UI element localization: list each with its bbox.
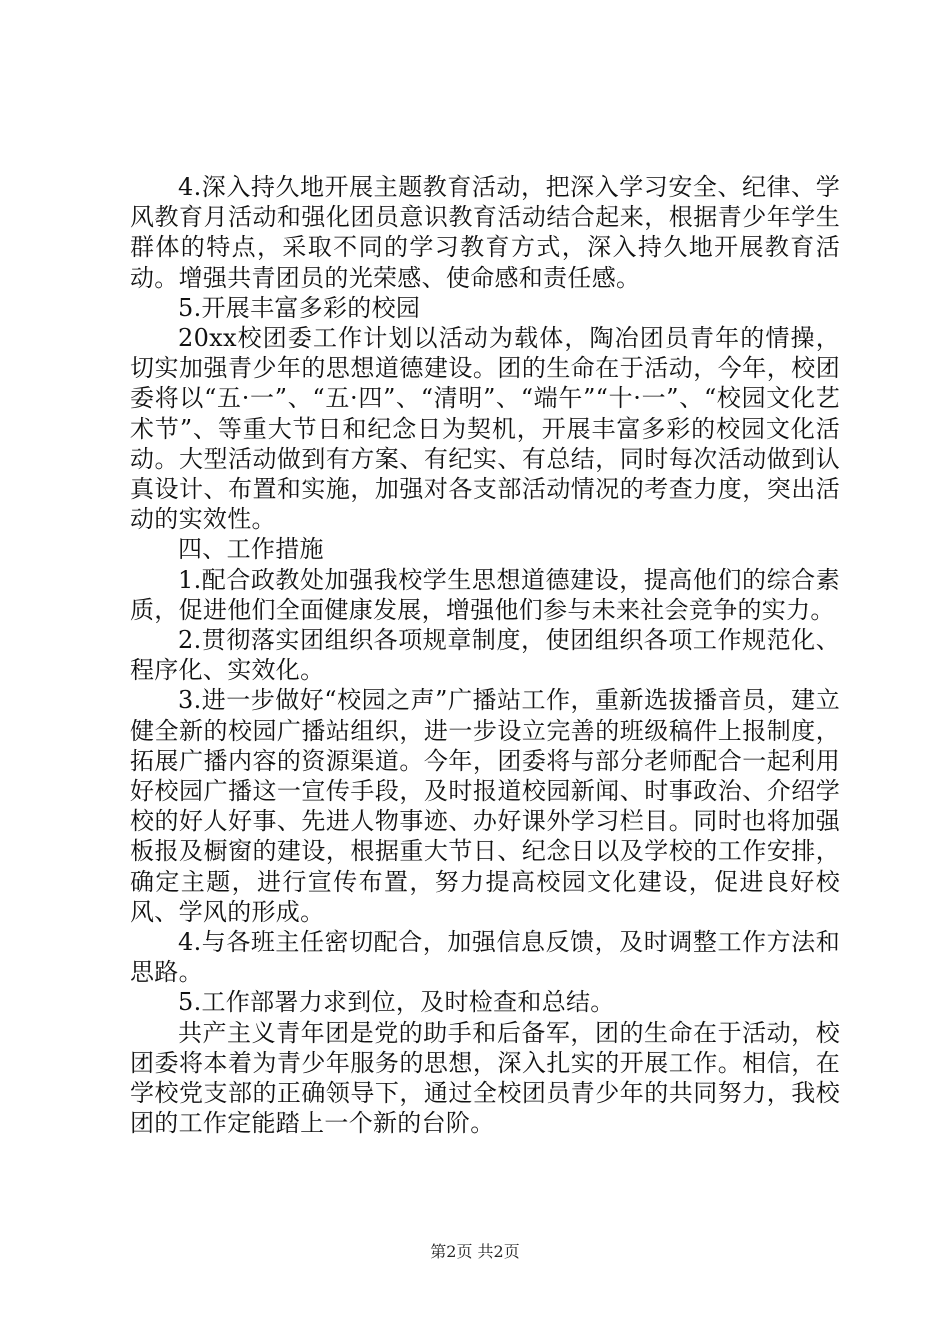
page-number-footer: 第2页 共2页 [430,1242,520,1261]
paragraph-conclusion: 共产主义青年团是党的助手和后备军，团的生命在于活动，校团委将本着为青少年服务的思想，深入扎实的开展工作。相信，在学校党支部的正确领导下，通过全校团员青少年的共同努力，我校团的工作定能踏上一个新的台阶。 [130,1018,840,1138]
document-body [130,172,840,1139]
paragraph-measure-1: 1.配合政教处加强我校学生思想道德建设，提高他们的综合素质，促进他们全面健康发展，增强他们参与未来社会竞争的实力。 [130,565,840,624]
paragraph-measure-3: 3.进一步做好“校园之声”广播站工作，重新选拔播音员，建立健全新的校园广播站组织，进一步设立完善的班级稿件上报制度，拓展广播内容的资源渠道。今年，团委将与部分老师配合一起利用好校园广播这一宣传手段，及时报道校园新闻、时事政治、介绍学校的好人好事、先进人物事迹、办好课外学习栏目。同时也将加强板报及橱窗的建设，根据重大节日、纪念日以及学校的工作安排，确定主题，进行宣传布置，努力提高校园文化建设，促进良好校风、学风的形成。 [130,686,840,926]
paragraph-measure-4: 4.与各班主任密切配合，加强信息反馈，及时调整工作方法和思路。 [130,928,840,987]
paragraph-item-4-theme-education: 4.深入持久地开展主题教育活动，把深入学习安全、纪律、学风教育月活动和强化团员意识教育活动结合起来，根据青少年学生群体的特点，采取不同的学习教育方式，深入持久地开展教育活动。增强共青团员的光荣感、使命感和责任感。 [130,173,840,292]
paragraph-item-5-campus-heading: 5.开展丰富多彩的校园 [178,293,421,322]
paragraph-campus-activities: 20xx校团委工作计划以活动为载体，陶冶团员青年的情操，切实加强青少年的思想道德建设。团的生命在于活动，今年，校团委将以“五·一”、“五·四”、“清明”、“端午”“十·一”、“校园文化艺术节”、等重大节日和纪念日为契机，开展丰富多彩的校园文化活动。大型活动做到有方案、有纪实、有总结，同时每次活动做到认真设计、布置和实施，加强对各支部活动情况的考查力度，突出活动的实效性。 [130,324,840,534]
paragraph-measure-2: 2.贯彻落实团组织各项规章制度，使团组织各项工作规范化、程序化、实效化。 [130,626,840,685]
paragraph-measure-5: 5.工作部署力求到位，及时检查和总结。 [178,988,615,1017]
section-heading-work-measures: 四、工作措施 [178,535,324,564]
